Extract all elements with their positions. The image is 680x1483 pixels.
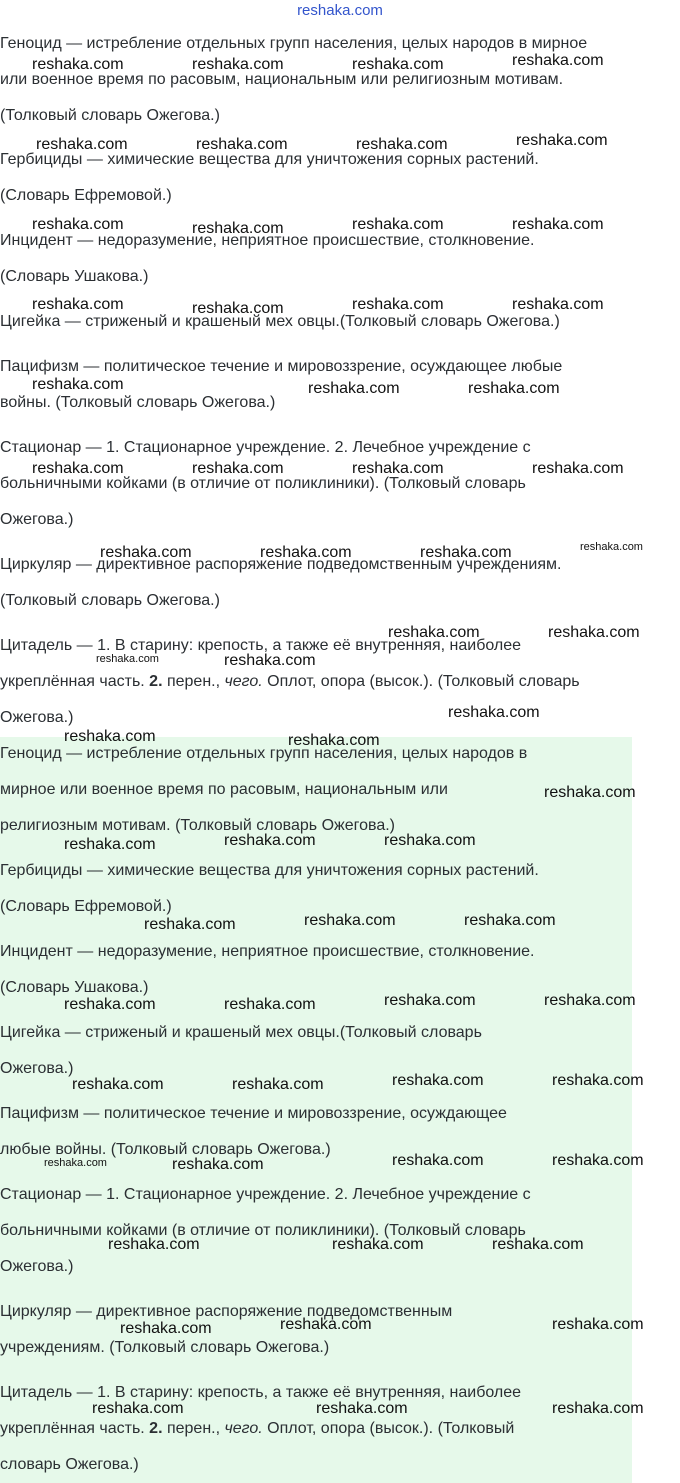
watermark: reshaka.com bbox=[64, 836, 156, 853]
watermark: reshaka.com bbox=[388, 624, 480, 641]
watermark: reshaka.com bbox=[32, 296, 124, 313]
watermark: reshaka.com bbox=[100, 544, 192, 561]
watermark: reshaka.com bbox=[32, 56, 124, 73]
watermark: reshaka.com bbox=[172, 1156, 264, 1173]
entry-pacifism-line1: Пацифизм — политическое течение и мировоззрение, осуждающее любые bbox=[0, 358, 563, 375]
source-ushakov: (Словарь Ушакова.) bbox=[0, 268, 149, 285]
s2-line-4: Гербициды — химические вещества для уничтожения сорных растений. bbox=[0, 862, 539, 879]
s2-line-15: Циркуляр — директивное распоряжение подведомственным bbox=[0, 1303, 453, 1320]
watermark: reshaka.com bbox=[288, 732, 380, 749]
s2-line-13: больничными койками (в отличие от поликлиники). (Толковый словарь bbox=[0, 1222, 526, 1239]
entry-genocide-line1: Геноцид — истребление отдельных групп населения, целых народов в мирное bbox=[0, 35, 588, 52]
watermark: reshaka.com bbox=[192, 460, 284, 477]
s2-line-7: (Словарь Ушакова.) bbox=[0, 979, 149, 996]
s2-line-9: Ожегова.) bbox=[0, 1060, 74, 1077]
watermark: reshaka.com bbox=[512, 216, 604, 233]
watermark: reshaka.com bbox=[32, 376, 124, 393]
s2-line-2: мирное или военное время по расовым, национальным или bbox=[0, 781, 448, 798]
watermark: reshaka.com bbox=[96, 653, 159, 665]
watermark: reshaka.com bbox=[552, 1072, 644, 1089]
watermark: reshaka.com bbox=[224, 832, 316, 849]
source-ozhegov: (Толковый словарь Ожегова.) bbox=[0, 107, 220, 124]
s2-line-3: религиозным мотивам. (Толковый словарь Ожегова.) bbox=[0, 817, 395, 834]
watermark: reshaka.com bbox=[516, 132, 608, 149]
watermark: reshaka.com bbox=[552, 1400, 644, 1417]
watermark: reshaka.com bbox=[352, 460, 444, 477]
watermark: reshaka.com bbox=[420, 544, 512, 561]
entry-citadel-line2: укреплённая часть. 2. перен., чего. Оплот, опора (высок.). (Толковый словарь bbox=[0, 673, 580, 690]
watermark: reshaka.com bbox=[384, 832, 476, 849]
watermark: reshaka.com bbox=[492, 1236, 584, 1253]
watermark: reshaka.com bbox=[548, 624, 640, 641]
entry-incident: Инцидент — недоразумение, неприятное происшествие, столкновение. bbox=[0, 232, 535, 249]
entry-circular-line1: Циркуляр — директивное распоряжение подведомственным учреждениям. bbox=[0, 556, 562, 573]
watermark: reshaka.com bbox=[544, 784, 636, 801]
s2-line-6: Инцидент — недоразумение, неприятное происшествие, столкновение. bbox=[0, 943, 535, 960]
watermark: reshaka.com bbox=[192, 300, 284, 317]
entry-genocide-line2: или военное время по расовым, национальным или религиозным мотивам. bbox=[0, 71, 564, 88]
watermark: reshaka.com bbox=[192, 56, 284, 73]
s2-line-16: учреждениям. (Толковый словарь Ожегова.) bbox=[0, 1339, 330, 1356]
watermark: reshaka.com bbox=[352, 56, 444, 73]
watermark: reshaka.com bbox=[232, 1076, 324, 1093]
source-efremova: (Словарь Ефремовой.) bbox=[0, 187, 172, 204]
watermark: reshaka.com bbox=[196, 136, 288, 153]
watermark: reshaka.com bbox=[552, 1316, 644, 1333]
watermark: reshaka.com bbox=[32, 460, 124, 477]
watermark: reshaka.com bbox=[144, 916, 236, 933]
entry-stationar-line1: Стационар — 1. Стационарное учреждение. 2. Лечебное учреждение с bbox=[0, 439, 531, 456]
s2-line-18: укреплённая часть. 2. перен., чего. Оплот, опора (высок.). (Толковый bbox=[0, 1420, 515, 1437]
watermark: reshaka.com bbox=[32, 216, 124, 233]
s2-line-14: Ожегова.) bbox=[0, 1258, 74, 1275]
watermark: reshaka.com bbox=[384, 992, 476, 1009]
s2-line-10: Пацифизм — политическое течение и мировоззрение, осуждающее bbox=[0, 1105, 507, 1122]
s2-line-5: (Словарь Ефремовой.) bbox=[0, 898, 172, 915]
s2-line-17: Цитадель — 1. В старину: крепость, а также её внутренняя, наиболее bbox=[0, 1384, 522, 1401]
watermark: reshaka.com bbox=[92, 1400, 184, 1417]
s2-line-1: Геноцид — истребление отдельных групп населения, целых народов в bbox=[0, 745, 528, 762]
s2-line-19: словарь Ожегова.) bbox=[0, 1456, 139, 1473]
watermark: reshaka.com bbox=[260, 544, 352, 561]
s2-line-11: любые войны. (Толковый словарь Ожегова.) bbox=[0, 1141, 331, 1158]
entry-citadel-line1: Цитадель — 1. В старину: крепость, а также её внутренняя, наиболее bbox=[0, 637, 522, 654]
watermark: reshaka.com bbox=[280, 1316, 372, 1333]
entry-stationar-line2: больничными койками (в отличие от поликлиники). (Толковый словарь bbox=[0, 475, 526, 492]
watermark: reshaka.com bbox=[192, 220, 284, 237]
site-header bbox=[0, 0, 680, 22]
watermark: reshaka.com bbox=[64, 996, 156, 1013]
watermark: reshaka.com bbox=[580, 541, 643, 553]
watermark: reshaka.com bbox=[392, 1072, 484, 1089]
watermark: reshaka.com bbox=[120, 1320, 212, 1337]
entry-circular-line2: (Толковый словарь Ожегова.) bbox=[0, 592, 220, 609]
entry-pacifism-line2: войны. (Толковый словарь Ожегова.) bbox=[0, 394, 276, 411]
watermark: reshaka.com bbox=[72, 1076, 164, 1093]
entry-tsigeyka: Цигейка — стриженый и крашеный мех овцы.(Толковый словарь Ожегова.) bbox=[0, 313, 560, 330]
watermark: reshaka.com bbox=[308, 380, 400, 397]
watermark: reshaka.com bbox=[512, 296, 604, 313]
watermark: reshaka.com bbox=[64, 728, 156, 745]
watermark: reshaka.com bbox=[448, 704, 540, 721]
watermark: reshaka.com bbox=[108, 1236, 200, 1253]
watermark: reshaka.com bbox=[552, 1152, 644, 1169]
watermark: reshaka.com bbox=[512, 52, 604, 69]
watermark: reshaka.com bbox=[464, 912, 556, 929]
watermark: reshaka.com bbox=[316, 1400, 408, 1417]
s2-line-12: Стационар — 1. Стационарное учреждение. 2. Лечебное учреждение с bbox=[0, 1186, 531, 1203]
watermark: reshaka.com bbox=[304, 912, 396, 929]
watermark: reshaka.com bbox=[332, 1236, 424, 1253]
site-link[interactable]: reshaka.com bbox=[297, 2, 383, 19]
s2-line-8: Цигейка — стриженый и крашеный мех овцы.(Толковый словарь bbox=[0, 1024, 482, 1041]
entry-stationar-line3: Ожегова.) bbox=[0, 511, 74, 528]
watermark: reshaka.com bbox=[532, 460, 624, 477]
watermark: reshaka.com bbox=[356, 136, 448, 153]
watermark: reshaka.com bbox=[224, 652, 316, 669]
entry-citadel-line3: Ожегова.) bbox=[0, 709, 74, 726]
watermark: reshaka.com bbox=[544, 992, 636, 1009]
watermark: reshaka.com bbox=[352, 216, 444, 233]
watermark: reshaka.com bbox=[224, 996, 316, 1013]
watermark: reshaka.com bbox=[36, 136, 128, 153]
entry-herbicides: Гербициды — химические вещества для уничтожения сорных растений. bbox=[0, 151, 539, 168]
watermark: reshaka.com bbox=[392, 1152, 484, 1169]
watermark: reshaka.com bbox=[468, 380, 560, 397]
watermark: reshaka.com bbox=[352, 296, 444, 313]
watermark: reshaka.com bbox=[44, 1157, 107, 1169]
